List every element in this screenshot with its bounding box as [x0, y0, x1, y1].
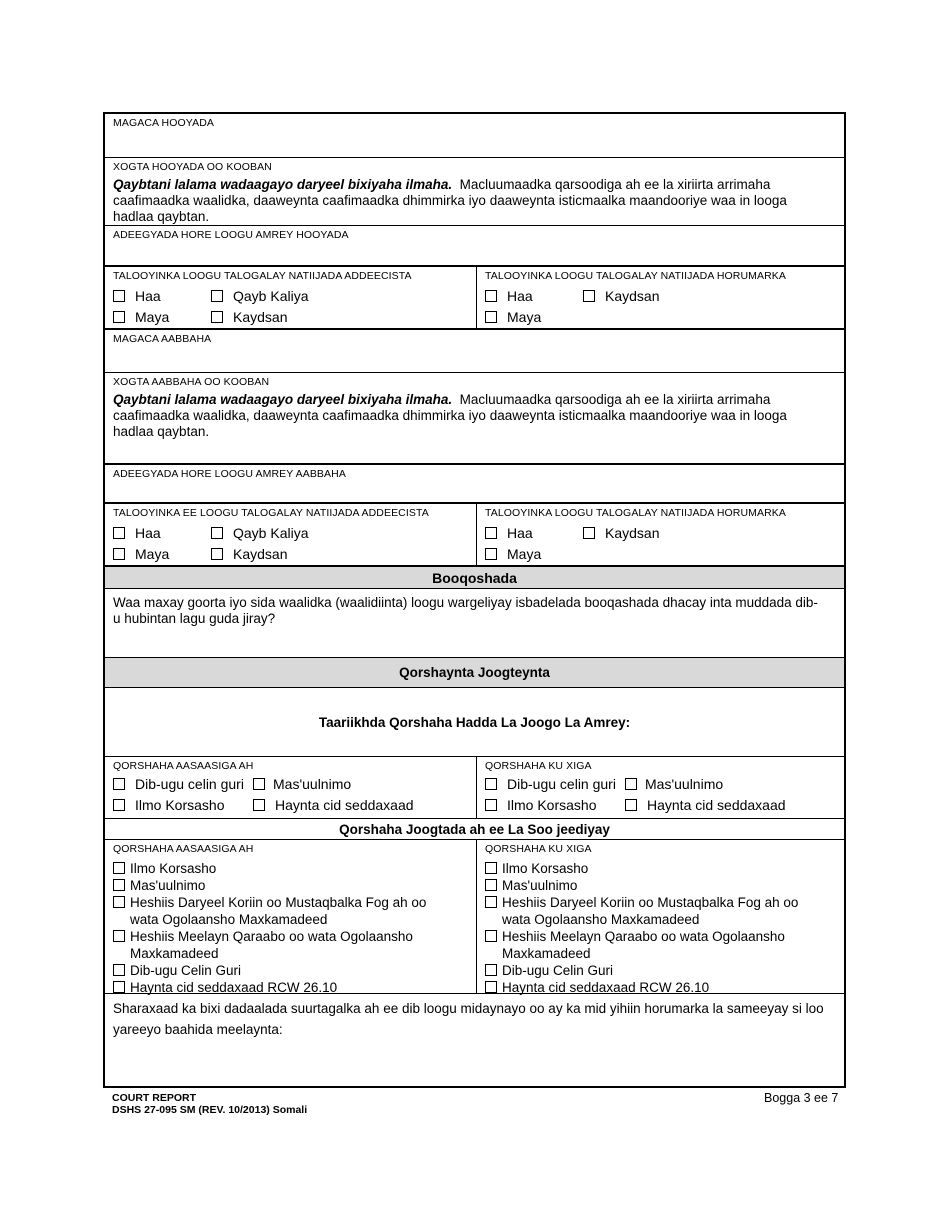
checkbox-icon[interactable]	[583, 527, 595, 539]
recommended-plans	[105, 839, 844, 993]
footer-form-info	[112, 1092, 307, 1116]
checkbox-icon[interactable]	[485, 290, 497, 302]
mother-contact-note	[113, 177, 824, 225]
option-label: Kaydsan	[605, 288, 660, 304]
option-label: Heshiis Daryeel Koriin oo Mustaqbalka Fog ah oo wata Ogolaansho Maxkamadeed	[502, 895, 799, 927]
father-name-field[interactable]	[105, 328, 844, 372]
checkbox-icon[interactable]	[211, 311, 223, 323]
mother-compliance-label: TALOOYINKA LOOGU TALOGALAY NATIIJADA ADDEECISTA	[113, 270, 412, 282]
mother-name-field[interactable]	[105, 114, 844, 157]
checkbox-icon[interactable]	[583, 290, 595, 302]
checkbox-icon[interactable]	[485, 896, 497, 908]
option-label: Haa	[135, 525, 161, 541]
option-label: Heshiis Meelayn Qaraabo oo wata Ogolaansho Maxkamadeed	[130, 929, 413, 961]
father-progress	[477, 504, 844, 565]
father-contact-bold: Qaybtani lalama wadaagayo daryeel bixiyaha ilmaha.	[113, 392, 453, 407]
current-plan-date-label: Taariikhda Qorshaha Hadda La Joogo La Amrey:	[318, 715, 631, 730]
checkbox-icon[interactable]	[113, 964, 125, 976]
father-progress-maya[interactable]	[485, 546, 541, 562]
option-label: Haa	[507, 525, 533, 541]
visitation-header	[105, 565, 844, 588]
recommended-primary-long-term-care[interactable]	[113, 894, 453, 928]
father-recommendations	[105, 502, 844, 565]
father-progress-haa[interactable]	[485, 525, 533, 541]
checkbox-icon[interactable]	[113, 981, 125, 993]
mother-compliance-maya[interactable]	[113, 309, 169, 325]
mother-compliance-kaydsan[interactable]	[211, 309, 287, 325]
recommended-secondary-long-term-care[interactable]	[485, 894, 825, 928]
option-label: Mas'uulnimo	[130, 878, 206, 893]
recommended-secondary-label: QORSHAHA KU XIGA	[485, 843, 592, 855]
option-label: Kaydsan	[233, 309, 288, 325]
visitation-question-field[interactable]	[105, 588, 844, 658]
option-label: Dib-ugu Celin Guri	[130, 963, 242, 978]
mother-name-label: MAGACA HOOYADA	[113, 117, 214, 129]
recommended-secondary-relative-placement[interactable]	[485, 928, 825, 962]
option-label: Ilmo Korsasho	[507, 797, 597, 813]
recommended-secondary-adoption[interactable]	[485, 860, 825, 877]
checkbox-icon[interactable]	[253, 778, 265, 790]
checkbox-icon[interactable]	[113, 311, 125, 323]
checkbox-icon[interactable]	[113, 778, 125, 790]
mother-compliance	[105, 267, 477, 328]
father-name-label: MAGACA AABBAHA	[113, 333, 212, 345]
father-services-label: ADEEGYADA HORE LOOGU AMREY AABBAHA	[113, 468, 346, 480]
option-label: Haynta cid seddaxaad	[647, 797, 786, 813]
mother-progress-maya[interactable]	[485, 309, 541, 325]
father-contact-section[interactable]	[105, 372, 844, 463]
court-report-form	[103, 112, 846, 1088]
checkbox-icon[interactable]	[113, 862, 125, 874]
recommended-secondary-return-home[interactable]	[485, 962, 825, 979]
option-label: Dib-ugu Celin Guri	[502, 963, 614, 978]
option-label: Mas'uulnimo	[273, 776, 352, 792]
option-label: Ilmo Korsasho	[135, 797, 225, 813]
recommended-secondary-plan	[477, 840, 844, 993]
option-label: Heshiis Daryeel Koriin oo Mustaqbalka Fog ah oo wata Ogolaansho Maxkamadeed	[130, 895, 427, 927]
mother-services-field[interactable]	[105, 225, 844, 265]
option-label: Maya	[135, 309, 170, 325]
mother-compliance-qayb-kaliya[interactable]	[211, 288, 308, 304]
mother-progress-haa[interactable]	[485, 288, 533, 304]
recommended-primary-return-home[interactable]	[113, 962, 453, 979]
father-contact-note	[113, 392, 824, 440]
current-primary-label: QORSHAHA AASAASIGA AH	[113, 760, 254, 772]
checkbox-icon[interactable]	[113, 290, 125, 302]
father-compliance-qayb-kaliya[interactable]	[211, 525, 308, 541]
checkbox-icon[interactable]	[253, 799, 265, 811]
recommended-secondary-guardianship[interactable]	[485, 877, 825, 894]
option-label: Mas'uulnimo	[502, 878, 578, 893]
mother-contact-bold: Qaybtani lalama wadaagayo daryeel bixiyaha ilmaha.	[113, 177, 453, 192]
father-compliance-kaydsan[interactable]	[211, 546, 287, 562]
option-label: Mas'uulnimo	[645, 776, 724, 792]
option-label: Haynta cid seddaxaad RCW 26.10	[130, 980, 338, 995]
father-progress-label: TALOOYINKA LOOGU TALOGALAY NATIIJADA HORUMARKA	[485, 507, 787, 519]
option-label: Maya	[507, 546, 542, 562]
option-label: Kaydsan	[605, 525, 660, 541]
mother-progress-label: TALOOYINKA LOOGU TALOGALAY NATIIJADA HORUMARKA	[485, 270, 787, 282]
checkbox-icon[interactable]	[485, 879, 497, 891]
checkbox-icon[interactable]	[211, 527, 223, 539]
mother-progress	[477, 267, 844, 328]
checkbox-icon[interactable]	[113, 799, 125, 811]
current-primary-plan	[105, 757, 477, 818]
checkbox-icon[interactable]	[113, 930, 125, 942]
footer-form-id: DSHS 27-095 SM (REV. 10/2013) Somali	[112, 1104, 308, 1116]
current-primary-guardianship[interactable]	[253, 776, 351, 792]
father-compliance-maya[interactable]	[113, 546, 169, 562]
checkbox-icon[interactable]	[485, 311, 497, 323]
father-progress-kaydsan[interactable]	[583, 525, 659, 541]
recommended-secondary-list	[485, 860, 825, 996]
mother-contact-text: Macluumaadka qarsoodiga ah ee la xiriirta arrimaha caafimaadka waalidka, daaweynta caafimaadka dhimmirka iyo daaweynta isticmaalka maandooriye waa in looga hadlaa qaybtan.	[113, 177, 787, 224]
option-label: Haa	[135, 288, 161, 304]
mother-contact-label: XOGTA HOOYADA OO KOOBAN	[113, 161, 272, 173]
current-secondary-label: QORSHAHA KU XIGA	[485, 760, 592, 772]
mother-progress-kaydsan[interactable]	[583, 288, 659, 304]
checkbox-icon[interactable]	[211, 548, 223, 560]
checkbox-icon[interactable]	[113, 527, 125, 539]
checkbox-icon[interactable]	[485, 799, 497, 811]
visitation-question: Waa maxay goorta iyo sida waalidka (waalidiinta) loogu wargeliyay isbadelada booqashada dhacay inta muddada dib-u hubintan lagu guda jiray?	[113, 595, 818, 626]
checkbox-icon[interactable]	[485, 862, 497, 874]
option-label: Maya	[507, 309, 542, 325]
current-secondary-return-home[interactable]	[485, 776, 616, 792]
current-primary-adoption[interactable]	[113, 797, 224, 813]
mother-recommendations	[105, 265, 844, 328]
checkbox-icon[interactable]	[625, 778, 637, 790]
checkbox-icon[interactable]	[485, 527, 497, 539]
current-secondary-guardianship[interactable]	[625, 776, 723, 792]
checkbox-icon[interactable]	[485, 981, 497, 993]
mother-contact-section[interactable]	[105, 157, 844, 225]
option-label: Ilmo Korsasho	[130, 861, 217, 876]
recommended-primary-guardianship[interactable]	[113, 877, 453, 894]
current-secondary-adoption[interactable]	[485, 797, 596, 813]
checkbox-icon[interactable]	[211, 290, 223, 302]
option-label: Kaydsan	[233, 546, 288, 562]
permanency-header	[105, 657, 844, 687]
reunification-efforts-field[interactable]	[105, 993, 844, 1088]
checkbox-icon[interactable]	[113, 548, 125, 560]
current-secondary-third-party[interactable]	[625, 797, 786, 813]
option-label: Dib-ugu celin guri	[507, 776, 616, 792]
recommended-primary-plan	[105, 840, 477, 993]
checkbox-icon[interactable]	[625, 799, 637, 811]
current-plan-date-field[interactable]	[105, 687, 844, 756]
option-label: Qayb Kaliya	[233, 525, 309, 541]
father-compliance-haa[interactable]	[113, 525, 161, 541]
checkbox-icon[interactable]	[485, 964, 497, 976]
option-label: Haa	[507, 288, 533, 304]
checkbox-icon[interactable]	[485, 778, 497, 790]
father-compliance-label: TALOOYINKA EE LOOGU TALOGALAY NATIIJADA ADDEECISTA	[113, 507, 429, 519]
checkbox-icon[interactable]	[485, 930, 497, 942]
recommended-title: Qorshaha Joogtada ah ee La Soo jeediyay	[339, 822, 610, 837]
option-label: Qayb Kaliya	[233, 288, 309, 304]
mother-compliance-haa[interactable]	[113, 288, 161, 304]
page-number: Bogga 3 ee 7	[764, 1091, 839, 1105]
current-plans	[105, 756, 844, 818]
recommended-primary-label: QORSHAHA AASAASIGA AH	[113, 843, 254, 855]
father-compliance	[105, 504, 477, 565]
recommended-primary-relative-placement[interactable]	[113, 928, 453, 962]
recommended-header	[105, 818, 844, 839]
checkbox-icon[interactable]	[113, 879, 125, 891]
option-label: Maya	[135, 546, 170, 562]
permanency-title: Qorshaynta Joogteynta	[399, 665, 550, 680]
option-label: Haynta cid seddaxaad	[275, 797, 414, 813]
current-primary-third-party[interactable]	[253, 797, 414, 813]
option-label: Ilmo Korsasho	[502, 861, 589, 876]
recommended-primary-adoption[interactable]	[113, 860, 453, 877]
reunification-efforts-prompt: Sharaxaad ka bixi dadaalada suurtagalka ah ee dib loogu midaynayo oo ay ka mid yihiin horumarka la sameeyay si loo yareeyo baahida meelaynta:	[113, 1001, 824, 1037]
recommended-primary-list	[113, 860, 453, 996]
current-primary-return-home[interactable]	[113, 776, 244, 792]
option-label: Haynta cid seddaxaad RCW 26.10	[502, 980, 710, 995]
checkbox-icon[interactable]	[113, 896, 125, 908]
option-label: Dib-ugu celin guri	[135, 776, 244, 792]
footer-title: COURT REPORT	[112, 1092, 196, 1104]
option-label: Heshiis Meelayn Qaraabo oo wata Ogolaansho Maxkamadeed	[502, 929, 785, 961]
visitation-title: Booqoshada	[432, 570, 517, 586]
father-services-field[interactable]	[105, 463, 844, 503]
father-contact-text: Macluumaadka qarsoodiga ah ee la xiriirta arrimaha caafimaadka waalidka, daaweynta caafimaadka dhimmirka iyo daaweynta isticmaalka maandooriye waa in looga hadlaa qaybtan.	[113, 392, 787, 439]
mother-services-label: ADEEGYADA HORE LOOGU AMREY HOOYADA	[113, 229, 349, 241]
father-contact-label: XOGTA AABBAHA OO KOOBAN	[113, 376, 270, 388]
checkbox-icon[interactable]	[485, 548, 497, 560]
current-secondary-plan	[477, 757, 844, 818]
